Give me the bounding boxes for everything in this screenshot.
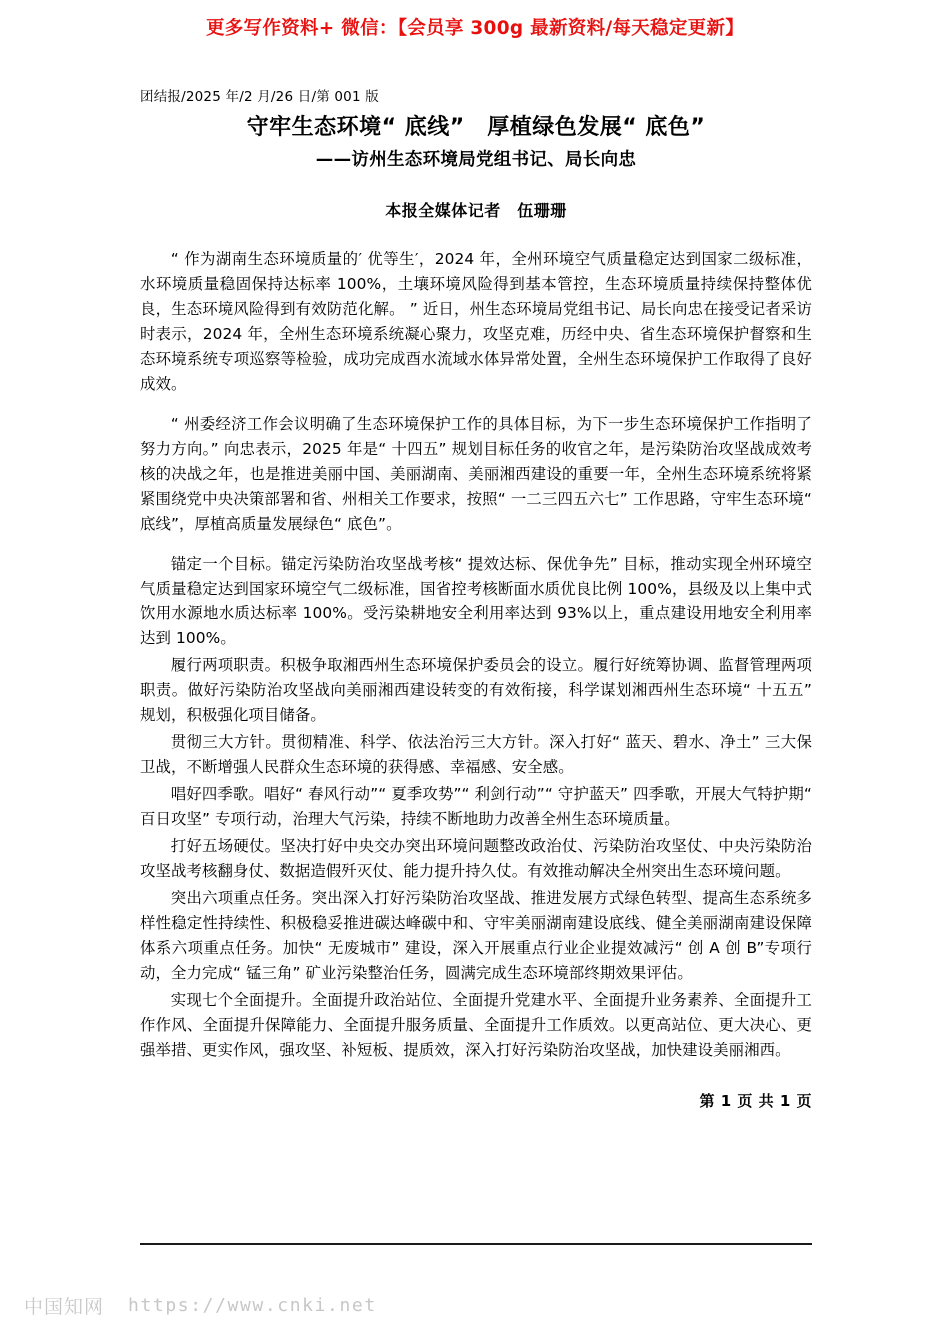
paragraph: 实现七个全面提升。全面提升政治站位、全面提升党建水平、全面提升业务素养、全面提升工作作风、全面提升保障能力、全面提升服务质量、全面提升工作质效。以更高站位、更大决心、更强举措、更实作风，强攻坚、补短板、提质效，深入打好污染防治攻坚战，加快建设美丽湘西。: [140, 990, 812, 1059]
byline: 本报全媒体记者 伍珊珊: [385, 201, 567, 221]
cnki-logo-icon: 中国知网: [24, 1296, 105, 1318]
promo-banner: 更多写作资料+ 微信：【会员享 300g 最新资料/每天稳定更新】: [205, 18, 745, 39]
paragraph: “ 州委经济工作会议明确了生态环境保护工作的具体目标，为下一步生态环境保护工作指明了努力方向。” 向忠表示，2025 年是“ 十四五” 规划目标任务的收官之年，是污染防治攻坚战成效考核的决战之年，也是推进美丽中国、美丽湖南、美丽湘西建设的重要一年，全州生态环境系统将紧紧围绕党中央决策部署和省、州相关工作要求，按照“ 一二三四五六七” 工作思路，守牢生态环境“ 底线”，厚植高质量发展绿色“ 底色”。: [140, 414, 812, 533]
paragraph: 突出六项重点任务。突出深入打好污染防治攻坚战、推进发展方式绿色转型、提高生态系统多样性稳定性持续性、积极稳妥推进碳达峰碳中和、守牢美丽湖南建设底线、健全美丽湖南建设保障体系六项重点任务。加快“ 无废城市” 建设，深入开展重点行业企业提效减污“ 创 A 创 B”专项行动，全力完成“ 锰三角” 矿业污染整治任务，圆满完成生态环境部终期效果评估。: [140, 888, 812, 982]
paragraph: 履行两项职责。积极争取湘西州生态环境保护委员会的设立。履行好统筹协调、监督管理两项职责。做好污染防治攻坚战向美丽湘西建设转变的有效衔接，科学谋划湘西州生态环境“ 十五五” 规划，积极强化项目储备。: [140, 656, 812, 725]
paragraph: 打好五场硬仗。坚决打好中央交办突出环境问题整改政治仗、污染防治攻坚仗、中央污染防治攻坚战考核翻身仗、数据造假歼灭仗、能力提升持久仗。有效推动解决全州突出生态环境问题。: [140, 837, 812, 880]
footer-divider: [140, 1243, 812, 1245]
paragraph: 贯彻三大方针。贯彻精准、科学、依法治污三大方针。深入打好“ 蓝天、碧水、净土” 三大保卫战，不断增强人民群众生态环境的获得感、幸福感、安全感。: [140, 733, 812, 777]
article-body: [140, 247, 812, 1063]
watermark: [24, 1292, 377, 1319]
masthead-line: 团结报/2025 年/2 月/26 日/第 001 版: [140, 89, 379, 105]
page-title: 守牢生态环境“ 底线” 厚植绿色发展“ 底色”: [246, 114, 706, 140]
document-body: [140, 88, 812, 1065]
page-subtitle: ——访州生态环境局党组书记、局长向忠: [315, 149, 637, 170]
paragraph: 锚定一个目标。锚定污染防治攻坚战考核“ 提效达标、保优争先” 目标，推动实现全州环境空气质量稳定达到国家环境空气二级标准，国省控考核断面水质优良比例 100%，县级及以上集中式饮用水源地水质达标率 100%。受污染耕地安全利用率达到 93%以上，重点建设用地安全利用率达到 100%。: [140, 554, 812, 648]
paragraph: “ 作为湖南生态环境质量的′ 优等生′，2024 年，全州环境空气质量稳定达到国家二级标准，水环境质量稳固保持达标率 100%，土壤环境风险得到基本管控，生态环境质量持续保持整体优良，生态环境风险得到有效防范化解。 ” 近日，州生态环境局党组书记、局长向忠在接受记者采访时表示，2024 年，全州生态环境系统凝心聚力，攻坚克难，历经中央、省生态环境保护督察和生态环境系统专项巡察等检验，成功完成酉水流域水体异常处置，全州生态环境保护工作取得了良好成效。: [140, 250, 812, 393]
paragraph: 唱好四季歌。唱好“ 春风行动”“ 夏季攻势”“ 利剑行动”“ 守护蓝天” 四季歌，开展大气特护期“ 百日攻坚” 专项行动，治理大气污染，持续不断地助力改善全州生态环境质量。: [140, 785, 812, 829]
watermark-url: https://www.cnki.net: [128, 1295, 377, 1316]
page-number: 第 1 页 共 1 页: [699, 1092, 812, 1110]
